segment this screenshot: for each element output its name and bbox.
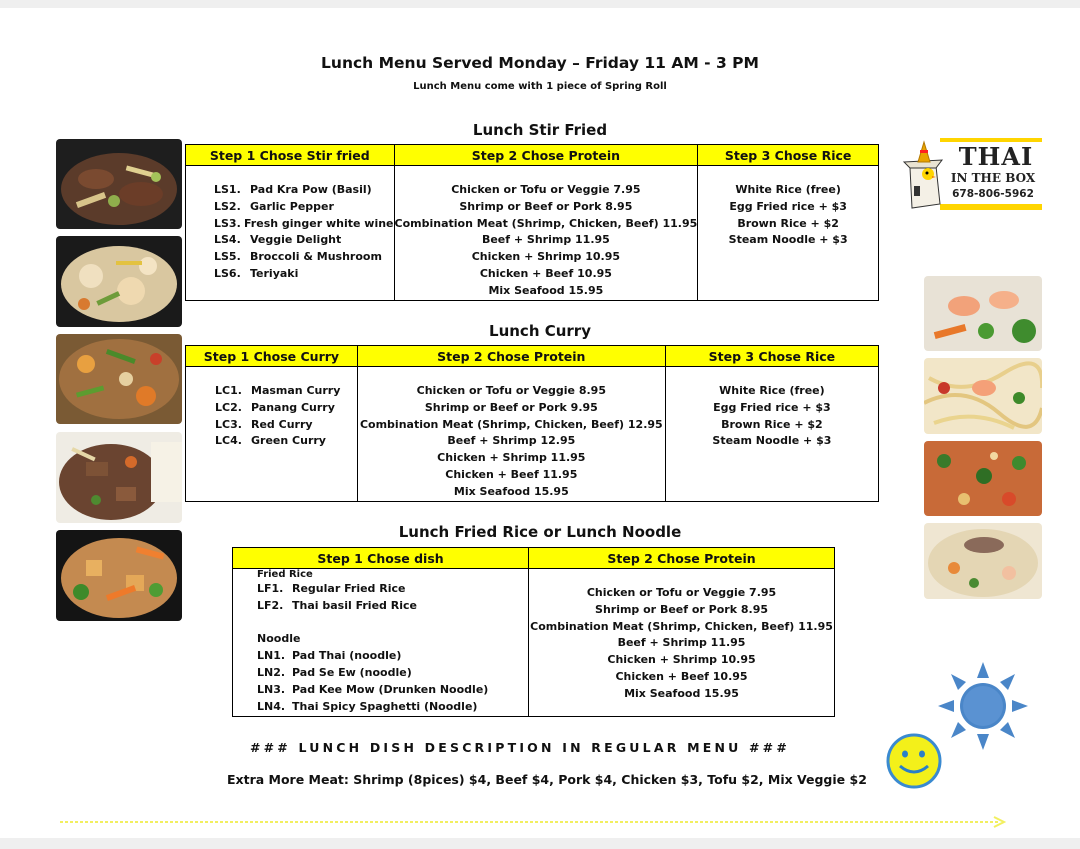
list-item: Combination Meat (Shrimp, Chicken, Beef) 11.95: [530, 619, 833, 633]
logo-subtitle: IN THE BOX: [950, 171, 1036, 185]
food-photo-basil-fried-rice: [924, 441, 1042, 516]
list-item: White Rice (free): [735, 183, 841, 196]
curry-step2-header: Step 2 Chose Protein: [357, 346, 665, 367]
stir-fried-step1-header: Step 1 Chose Stir fried: [186, 145, 395, 166]
list-item: Chicken + Beef 10.95: [479, 266, 612, 280]
list-item: LF1. Regular Fried Rice: [257, 582, 406, 595]
list-item: LS6. Teriyaki: [214, 266, 299, 280]
stir-fried-protein-list: [395, 166, 698, 300]
food-photo-beef-curry: [56, 432, 182, 523]
stir-fried-dish-list: [186, 166, 394, 283]
list-item: Beef + Shrimp 11.95: [481, 233, 610, 247]
food-photo-tofu-veggie: [56, 530, 182, 621]
list-item: Chicken or Tofu or Veggie 7.95: [586, 586, 777, 599]
page-subtitle: Lunch Menu come with 1 piece of Spring Roll: [413, 81, 667, 92]
decorative-arrow-line: [60, 813, 1010, 825]
list-item: Steam Noodle + $3: [712, 434, 832, 448]
list-item: LC4. Green Curry: [215, 434, 326, 448]
curry-table: [185, 345, 879, 502]
list-item: Shrimp or Beef or Pork 9.95: [424, 400, 598, 414]
list-item: LC3. Red Curry: [215, 417, 313, 431]
top-bar: [0, 0, 1080, 8]
restaurant-logo: [896, 138, 1042, 216]
list-item: Mix Seafood 15.95: [488, 283, 604, 297]
list-item: Brown Rice + $2: [721, 417, 823, 431]
list-item: Shrimp or Beef or Pork 8.95: [595, 602, 769, 616]
extra-meat-note: Extra More Meat: Shrimp (8pices) $4, Beef $4, Pork $4, Chicken $3, Tofu $2, Mix Veggie $2: [227, 772, 867, 787]
curry-protein-list: [358, 367, 665, 501]
list-item: Egg Fried rice + $3: [713, 400, 831, 414]
noodle-label: Noodle: [257, 632, 301, 646]
fried-rice-label: Fried Rice: [257, 569, 313, 580]
list-item: Mix Seafood 15.95: [624, 686, 739, 700]
list-item: Combination Meat (Shrimp, Chicken, Beef) 11.95: [394, 216, 698, 230]
list-item: Beef + Shrimp 12.95: [447, 434, 576, 448]
curry-step3-header: Step 3 Chose Rice: [665, 346, 878, 367]
list-item: LC2. Panang Curry: [215, 400, 335, 414]
list-item: Beef + Shrimp 11.95: [617, 636, 746, 650]
list-item: LF2. Thai basil Fried Rice: [257, 598, 417, 612]
list-item: LS5. Broccoli & Mushroom: [214, 250, 382, 264]
rice-noodle-step2-header: Step 2 Chose Protein: [529, 548, 835, 569]
food-photo-cashew-stir-fry: [56, 334, 182, 424]
list-item: Egg Fried rice + $3: [729, 199, 847, 213]
list-item: Chicken + Beef 11.95: [445, 467, 578, 481]
description-note: ### LUNCH DISH DESCRIPTION IN REGULAR MENU ###: [249, 740, 791, 755]
stir-fried-step2-header: Step 2 Chose Protein: [394, 145, 698, 166]
list-item: LS4. Veggie Delight: [214, 233, 342, 247]
logo-title: THAI: [958, 142, 1034, 171]
list-item: Chicken or Tofu or Veggie 8.95: [416, 384, 606, 397]
food-photo-stir-fry-beef: [56, 139, 182, 229]
list-item: White Rice (free): [719, 384, 825, 397]
list-item: Combination Meat (Shrimp, Chicken, Beef) 12.95: [359, 417, 663, 431]
curry-step1-header: Step 1 Chose Curry: [186, 346, 358, 367]
stir-fried-table: [185, 144, 879, 301]
list-item: Mix Seafood 15.95: [453, 484, 569, 498]
food-photo-spaghetti: [924, 358, 1042, 434]
list-item: Chicken + Beef 10.95: [615, 669, 748, 683]
page-title: Lunch Menu Served Monday – Friday 11 AM - 3 PM: [321, 54, 759, 72]
rice-noodle-title: Lunch Fried Rice or Lunch Noodle: [398, 523, 682, 541]
stir-fried-title: Lunch Stir Fried: [472, 121, 608, 139]
logo-phone: 678-806-5962: [952, 188, 1034, 200]
rice-noodle-table: [232, 547, 835, 717]
list-item: Brown Rice + $2: [737, 216, 839, 230]
sun-icon: [938, 662, 1028, 750]
curry-rice-list: [666, 367, 878, 450]
list-item: LN3. Pad Kee Mow (Drunken Noodle): [257, 682, 489, 696]
curry-dish-list: [186, 367, 357, 450]
list-item: Shrimp or Beef or Pork 8.95: [459, 199, 633, 213]
rice-noodle-dish-list: [233, 569, 528, 715]
curry-title: Lunch Curry: [489, 322, 591, 340]
list-item: Chicken + Shrimp 10.95: [471, 250, 621, 264]
rice-noodle-protein-list: [529, 569, 834, 703]
list-item: LS1. Pad Kra Pow (Basil): [214, 183, 372, 196]
list-item: LC1. Masman Curry: [215, 384, 341, 397]
list-item: Steam Noodle + $3: [728, 233, 848, 247]
bottom-bar: [0, 838, 1080, 849]
rice-noodle-step1-header: Step 1 Chose dish: [233, 548, 529, 569]
list-item: LN1. Pad Thai (noodle): [257, 649, 402, 663]
list-item: Chicken + Shrimp 10.95: [607, 653, 756, 667]
list-item: LN4. Thai Spicy Spaghetti (Noodle): [257, 699, 478, 713]
list-item: LS3. Fresh ginger white wine: [214, 216, 394, 230]
list-item: LN2. Pad Se Ew (noodle): [257, 665, 412, 679]
list-item: Chicken or Tofu or Veggie 7.95: [451, 183, 641, 196]
stir-fried-rice-list: [698, 166, 878, 249]
food-photo-chicken-stir-fry: [56, 236, 182, 327]
list-item: LS2. Garlic Pepper: [214, 199, 334, 213]
stir-fried-step3-header: Step 3 Chose Rice: [698, 145, 879, 166]
list-item: Chicken + Shrimp 11.95: [437, 451, 586, 465]
